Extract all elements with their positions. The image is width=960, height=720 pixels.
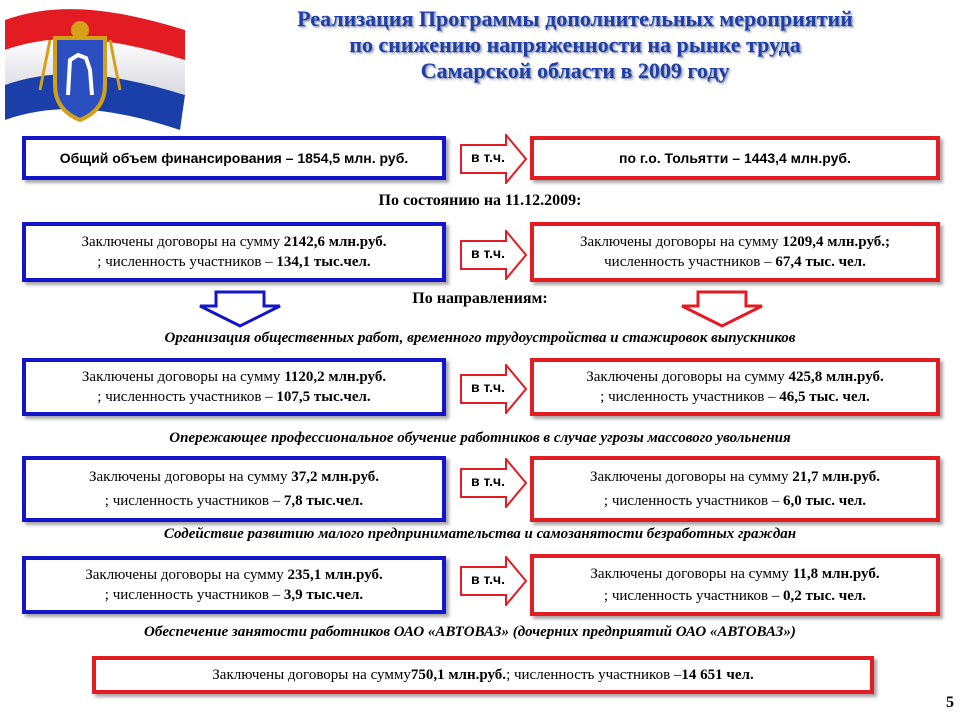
summary-left-amount: 2142,6 млн.руб.: [283, 234, 387, 250]
section-right-mid: ; численность участников –: [603, 588, 784, 604]
section-2-left-box: [22, 456, 446, 522]
vtch-arrow: [460, 364, 528, 414]
section-left-people: 107,5 тыс.чел.: [276, 389, 371, 405]
avtovaz-mid: ; численность участников –: [506, 667, 682, 683]
avtovaz-amount: 750,1 млн.руб.: [410, 667, 507, 683]
avtovaz-people: 14 651 чел.: [681, 667, 754, 683]
section-right-amount: 425,8 млн.руб.: [788, 369, 884, 385]
section-3-left-box: [22, 556, 446, 614]
togliatti-financing-text: по г.о. Тольятти – 1443,4 млн.руб.: [619, 150, 851, 166]
section-left-amount: 235,1 млн.руб.: [287, 567, 383, 583]
section-right-mid: ; численность участников –: [603, 493, 784, 509]
section-right-amount: 11,8 млн.руб.: [792, 566, 880, 582]
vtch-arrow: [460, 134, 528, 184]
vtch-arrow: [460, 458, 528, 508]
section-right-pre: Заключены договоры на сумму: [589, 469, 793, 485]
section-left-pre: Заключены договоры на сумму: [81, 369, 285, 385]
section-right-pre: Заключены договоры на сумму: [590, 566, 793, 582]
page-title: [205, 6, 945, 84]
section-right-people: 0,2 тыс. чел.: [783, 588, 867, 604]
section-title: Содействие развитию малого предпринимательства и самозанятости безработных граждан: [163, 526, 797, 542]
vtch-label: в т.ч.: [470, 149, 506, 165]
avtovaz-box: [92, 656, 874, 694]
samara-flag-emblem: [0, 0, 190, 150]
togliatti-financing-box: [530, 136, 940, 180]
status-date: По состоянию на 11.12.2009:: [378, 192, 582, 209]
total-financing-text: Общий объем финансирования – 1854,5 млн. руб.: [59, 150, 409, 166]
section-left-pre: Заключены договоры на сумму: [85, 567, 288, 583]
vtch-label: в т.ч.: [470, 473, 506, 489]
vtch-label: в т.ч.: [470, 379, 506, 395]
section-left-amount: 37,2 млн.руб.: [291, 469, 380, 485]
section-left-mid: ; численность участников –: [104, 493, 284, 509]
section-3-right-box: [530, 554, 940, 616]
section-left-amount: 1120,2 млн.руб.: [284, 369, 387, 385]
summary-right-box: [530, 222, 940, 282]
summary-right-mid: численность участников –: [604, 254, 776, 270]
section-left-people: 7,8 тыс.чел.: [283, 493, 364, 509]
title-line-3: Самарской области в 2009 году: [420, 58, 730, 83]
section-right-amount: 21,7 млн.руб.: [792, 469, 881, 485]
section-1-right-box: [530, 358, 940, 416]
section-left-pre: Заключены договоры на сумму: [88, 469, 292, 485]
section-title: Организация общественных работ, временного трудоустройства и стажировок выпускников: [164, 330, 796, 346]
section-2-right-box: [530, 456, 940, 522]
summary-right-pre: Заключены договоры на сумму: [579, 234, 783, 250]
section-1-left-box: [22, 358, 446, 416]
total-financing-box: [22, 136, 446, 180]
summary-right-people: 67,4 тыс. чел.: [775, 254, 866, 270]
summary-left-mid: ; численность участников –: [97, 254, 277, 270]
section-left-mid: ; численность участников –: [97, 389, 277, 405]
by-direction-label: По направлениям:: [412, 290, 548, 307]
section-right-mid: ; численность участников –: [600, 389, 780, 405]
avtovaz-title: Обеспечение занятости работников ОАО «АВТОВАЗ» (дочерних предприятий ОАО «АВТОВАЗ»): [144, 624, 796, 640]
summary-right-amount: 1209,4 млн.руб.;: [782, 234, 890, 250]
avtovaz-pre: Заключены договоры на сумму: [212, 667, 411, 683]
section-left-mid: ; численность участников –: [104, 587, 284, 603]
title-line-2: по снижению напряженности на рынке труда: [349, 32, 801, 57]
section-right-people: 6,0 тыс. чел.: [783, 493, 867, 509]
summary-left-people: 134,1 тыс.чел.: [276, 254, 371, 270]
vtch-label: в т.ч.: [470, 571, 506, 587]
section-right-people: 46,5 тыс. чел.: [779, 389, 870, 405]
section-title: Опережающее профессиональное обучение работников в случае угрозы массового увольнения: [169, 430, 791, 446]
vtch-arrow: [460, 230, 528, 280]
section-right-pre: Заключены договоры на сумму: [586, 369, 789, 385]
page-number: 5: [946, 694, 954, 711]
summary-left-pre: Заключены договоры на сумму: [81, 234, 284, 250]
summary-left-box: [22, 222, 446, 282]
vtch-arrow: [460, 556, 528, 606]
title-line-1: Реализация Программы дополнительных мероприятий: [297, 6, 853, 31]
vtch-label: в т.ч.: [470, 245, 506, 261]
section-left-people: 3,9 тыс.чел.: [283, 587, 364, 603]
